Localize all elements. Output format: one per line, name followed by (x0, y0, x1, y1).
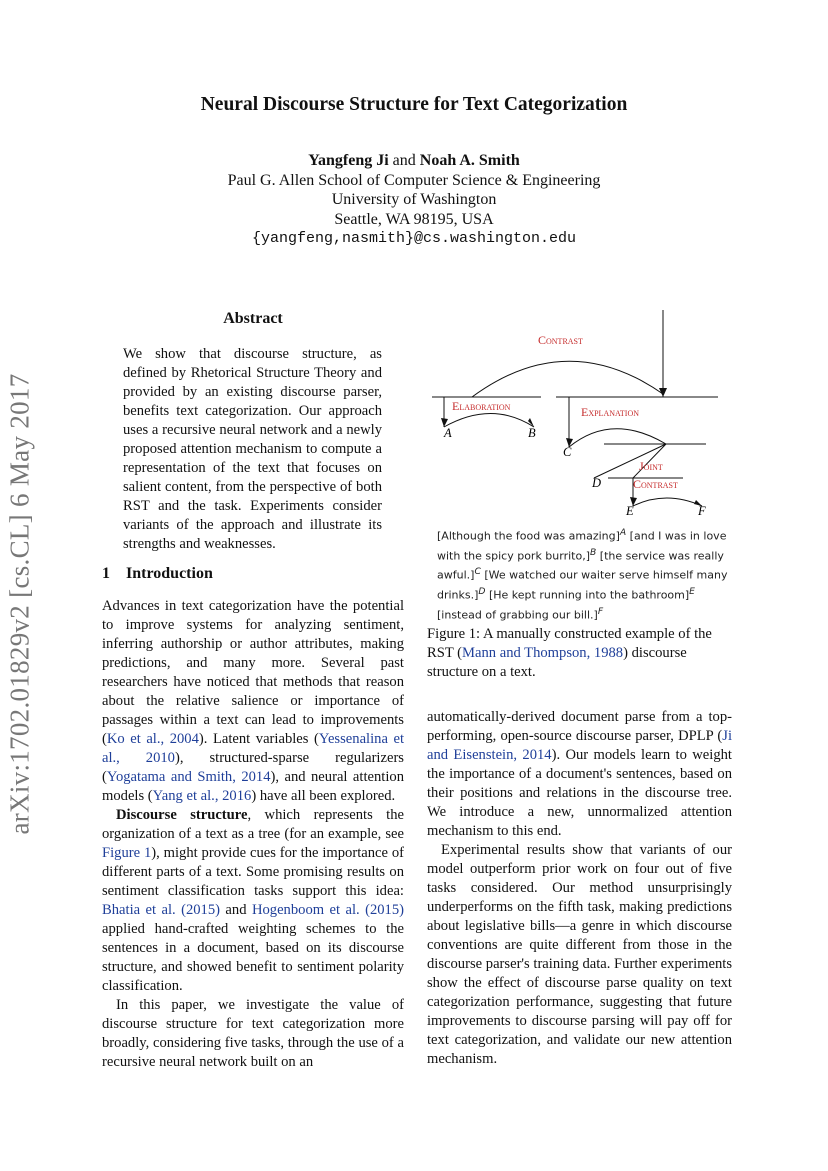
intro-paragraph-4 (427, 708, 732, 841)
text-run: ), might provide cues for the importance of different parts of a text. Some promising results on sentiment classification tasks support this idea: (102, 845, 404, 899)
leaf-c: C (563, 445, 572, 459)
text-run: ) have all been explored. (251, 788, 396, 804)
leaf-f: F (698, 504, 706, 518)
author-line (0, 151, 828, 171)
text-run: ), structured-sparse regularizers ( (102, 750, 404, 785)
edu-text: [Although the food was amazing] (437, 529, 620, 543)
citation-link[interactable]: Yessenalina et al., 2010 (102, 731, 405, 766)
intro-paragraph-1 (102, 597, 404, 806)
citation-link[interactable]: Hogenboom et al. (2015) (251, 902, 404, 918)
author-2: Noah A. Smith (419, 152, 520, 169)
relation-contrast-top: Contrast (538, 333, 583, 347)
author-1: Yangfeng Ji (308, 152, 389, 169)
leaf-b: B (528, 426, 536, 440)
text-run: Advances in text categorization have the potential to improve systems for analyzing sentiment, inferring authorship or author attributes, making predictions, and many more. Several past researchers have noticed that methods that reason about the relative salience or importance of passages within a text can lead to improvements ( (102, 598, 404, 747)
section-heading (102, 565, 213, 583)
edu-text: [the service was really awful.] (437, 549, 724, 582)
text-run: Figure 1: A manually constructed example of the RST ( (427, 626, 712, 661)
text-run: automatically-derived document parse from a top-performing, open-source discourse parser, DPLP ( (427, 709, 732, 744)
right-column (427, 708, 732, 1069)
arxiv-stamp (3, 364, 37, 844)
intro-paragraph-2 (102, 806, 404, 996)
citation-link[interactable]: Bhatia et al. (2015) (102, 902, 220, 918)
text-run: ). Latent variables ( (198, 731, 319, 747)
relation-contrast-bottom: Contrast (633, 477, 678, 491)
abstract-text: We show that discourse structure, as defined by Rhetorical Structure Theory and provided by an existing discourse parser, benefits text categorization. Our approach uses a recursive neural network and a newly proposed attention mechanism to compute a representation of the text that focuses on salient content, from the perspective of both RST and the task. Experiments consider variants of the approach and illustrate its strengths and weaknesses. (123, 346, 382, 552)
text-run: ). Our models learn to weight the importance of a document's sentences, based on their positions and relations in the discourse tree. We introduce a new, unnormalized attention mechanism to this end. (427, 747, 732, 839)
citation-link[interactable]: Ji and Eisenstein, 2014 (427, 728, 732, 763)
leaf-e: E (626, 504, 634, 518)
elaboration-arc (444, 414, 534, 428)
figure-ref-link[interactable]: Figure 1 (102, 845, 152, 861)
contrast-arc (472, 361, 663, 397)
citation-link[interactable]: Yang et al., 2016 (152, 788, 252, 804)
figure-caption (427, 625, 732, 682)
address: Seattle, WA 98195, USA (334, 210, 494, 228)
section-number: 1 (102, 565, 110, 582)
contrast-arc-inner (633, 498, 702, 506)
citation-link[interactable]: Ko et al., 2004 (106, 731, 199, 747)
relation-joint: Joint (639, 459, 663, 473)
edu-text: [We watched our waiter serve himself many drinks.] (437, 568, 728, 602)
relation-elaboration: Elaboration (452, 399, 511, 413)
intro-paragraph-3: In this paper, we investigate the value of discourse structure for text categorization more broadly, considering five tasks, through the use of a recursive neural network built on an (102, 997, 404, 1070)
edu-text: [and I was in love with the spicy pork burrito,] (437, 529, 727, 563)
citation-link[interactable]: Yogatama and Smith, 2014 (106, 769, 271, 785)
abstract-heading: Abstract (223, 310, 283, 327)
affiliation-1: Paul G. Allen School of Computer Science & Engineering (227, 171, 601, 189)
leaf-d: D (592, 476, 602, 490)
intro-paragraph-5: Experimental results show that variants of our model outperform prior work on four out of five tasks considered. Our method unsurprisingly underperforms on the fifth task, making predictions about legislative bills—a genre in which discourse conventions are quite different from those in the discourse parser's training data. Further experiments show the effect of discourse parse quality on text categorization performance, suggesting that future improvements to discourse parsing will pay off for text categorization, and validate our new attention mechanism. (427, 842, 732, 1067)
email: {yangfeng,nasmith}@cs.washington.edu (251, 230, 577, 247)
text-run: ), and neural attention models ( (102, 769, 404, 804)
text-run: , which represents the organization of a text as a tree (for an example, see (102, 807, 404, 842)
edu-text: [He kept running into the bathroom] (485, 588, 690, 602)
figure-example-text: [Although the food was amazing]$^A$ [and I was in love with the spicy pork burrito,]$^B$ [the service was really awful.]$^C$ [We watched our waiter serve himself many drinks.]$^D$ [He kept running into the bathroom]$^E$ [instead of grabbing our bill.]$^F$ (437, 527, 728, 622)
affiliation-2: University of Washington (331, 191, 497, 208)
section-title: Introduction (126, 565, 213, 582)
rst-tree-diagram (432, 302, 732, 527)
text-run: ) discourse structure on a text. (427, 645, 687, 680)
citation-link[interactable]: Mann and Thompson, 1988 (462, 645, 624, 661)
text-run: applied hand-crafted weighting schemes to the sentences in a document, based on its discourse structure, and showed benefit to sentiment polarity classification. (102, 921, 404, 994)
author-and: and (392, 152, 416, 169)
bold-term: Discourse structure (116, 807, 248, 823)
paper-title: Neural Discourse Structure for Text Categorization (200, 94, 628, 115)
relation-explanation: Explanation (581, 405, 639, 419)
left-column (102, 597, 404, 1072)
edu-text: [instead of grabbing our bill.] (437, 608, 598, 622)
arxiv-id: arXiv:1702.01829v2 [cs.CL] 6 May 2017 (4, 373, 35, 835)
author-block (0, 151, 828, 249)
text-run: and (220, 902, 252, 918)
leaf-a: A (444, 426, 452, 440)
